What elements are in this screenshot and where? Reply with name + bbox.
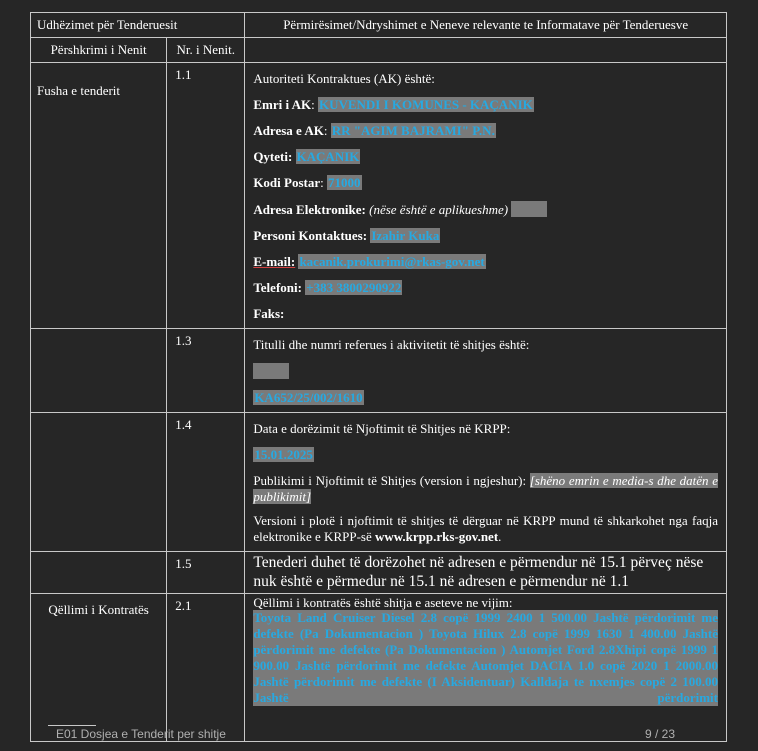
contact-person-line: Personi Kontaktues: Izahir Kuka (253, 228, 440, 243)
article-number: 1.3 (167, 329, 245, 413)
table-header-row (31, 13, 727, 38)
activity-title-value (253, 363, 289, 379)
email-value: kacanik.prokurimi@rkas-gov.net (299, 254, 485, 269)
table-row-1-3 (31, 329, 727, 413)
footer-document-title: E01 Dosjea e Tenderit per shitje (56, 727, 226, 741)
table-row-1-4 (31, 413, 727, 552)
notice-submission-date: 15.01.2025 (254, 447, 313, 462)
krpp-website: www.krpp.rks-gov.net (374, 529, 499, 544)
activity-reference-value: KA652/25/002/1610 (254, 390, 363, 405)
article-number: 1.5 (167, 552, 245, 594)
fax-line: Faks: (253, 306, 285, 321)
table-row-1-5 (31, 552, 727, 594)
contact-person-value: Izahir Kuka (371, 228, 440, 243)
publication-note: [shëno emrin e media-s dhe datën e publikimit] (253, 473, 718, 504)
postal-code-line: Kodi Postar: 71000 (253, 175, 361, 190)
phone-line: Telefoni: +383 3800290922 (253, 280, 402, 295)
email-line: E-mail: kacanik.prokurimi@rkas-gov.net (253, 254, 485, 269)
postal-code-value: 71000 (328, 175, 361, 190)
table-row-2-1 (31, 594, 727, 742)
header-instructions: Udhëzimet për Tenderuesit (31, 13, 245, 38)
assets-list: Toyota Land Cruiser Diesel 2.8 copë 1999 2400 1 500.00 Jashtë përdorimit me defekte (Pa Dokumentacion ) Toyota Hilux 2.8 copë 1999 1630 1 400.00 Jashtë përdorimit me defekte (Pa Dokumentacion ) Automjet Ford 2.8Xhipi copë 1999 1 900.00 Jashtë përdorimit me defekte Automjet DACIA 1.0 copë 2020 1 2000.00 Jashtë përdorimit me defekte (I Aksidentuar) Kalldaja te nxemjes copë 2 100.00 Jashtë përdorimit (253, 610, 718, 705)
notice-submission-text: Data e dorëzimit të Njoftimit të Shitjes në KRPP: (253, 421, 511, 436)
authority-address-line: Adresa e AK: RR "AGIM BAJRAMI" P.N. (253, 123, 495, 138)
phone-value: +383 3800290922 (306, 280, 402, 295)
article-number: 1.1 (167, 63, 245, 329)
city-line: Qyteti: KAÇANIK (253, 149, 360, 164)
table-subheader-row (31, 38, 727, 63)
header-amendments: Përmirësimet/Ndryshimet e Neneve relevante te Informatave për Tenderuesve (245, 13, 727, 38)
authority-address-value: RR "AGIM BAJRAMI" P.N. (331, 123, 495, 138)
contracting-authority-intro: Autoriteti Kontraktues (AK) është: (253, 71, 435, 86)
subheader-article-description: Përshkrimi i Nenit (31, 38, 167, 63)
submission-address-text: Tenederi duhet të dorëzohet në adresen e përmendur në 15.1 përveç nëse nuk është e përmedur në 15.1 në adresen e përmendur në 1.1 (253, 554, 704, 590)
full-notice-text: Versioni i plotë i njoftimit të shitjes të dërguar në KRPP mund të shkarkohet nga faqja elektronike e KRPP-së www.krpp.rks-gov.net. (253, 513, 718, 544)
article-number: 1.4 (167, 413, 245, 552)
web-address-value (511, 201, 547, 217)
table-row-1-1 (31, 63, 727, 329)
field-contract-purpose: Qëllimi i Kontratës (31, 594, 167, 742)
web-address-line: Adresa Elektronike: (nëse është e aplikueshme) (253, 201, 718, 218)
city-value: KAÇANIK (296, 149, 360, 164)
contract-purpose-intro: Qëllimi i kontratës është shitja e aseteve ne vijim: (253, 595, 513, 610)
subheader-article-number: Nr. i Nenit. (167, 38, 245, 63)
field-scope: Fusha e tenderit (31, 63, 167, 329)
activity-title-text: Titulli dhe numri referues i aktivitetit të shitjes është: (253, 337, 530, 352)
publication-line: Publikimi i Njoftimit të Shitjes (version i ngjeshur): [shëno emrin e media-s dhe datën e publikimit] (253, 473, 718, 504)
footer-divider (48, 725, 96, 726)
tender-info-table (30, 12, 727, 742)
authority-name-value: KUVENDI I KOMUNES - KAÇANIK (318, 97, 533, 112)
article-number: 2.1 (167, 594, 245, 742)
authority-name-line: Emri i AK: KUVENDI I KOMUNES - KAÇANIK (253, 97, 533, 112)
footer-page-number: 9 / 23 (645, 727, 676, 741)
